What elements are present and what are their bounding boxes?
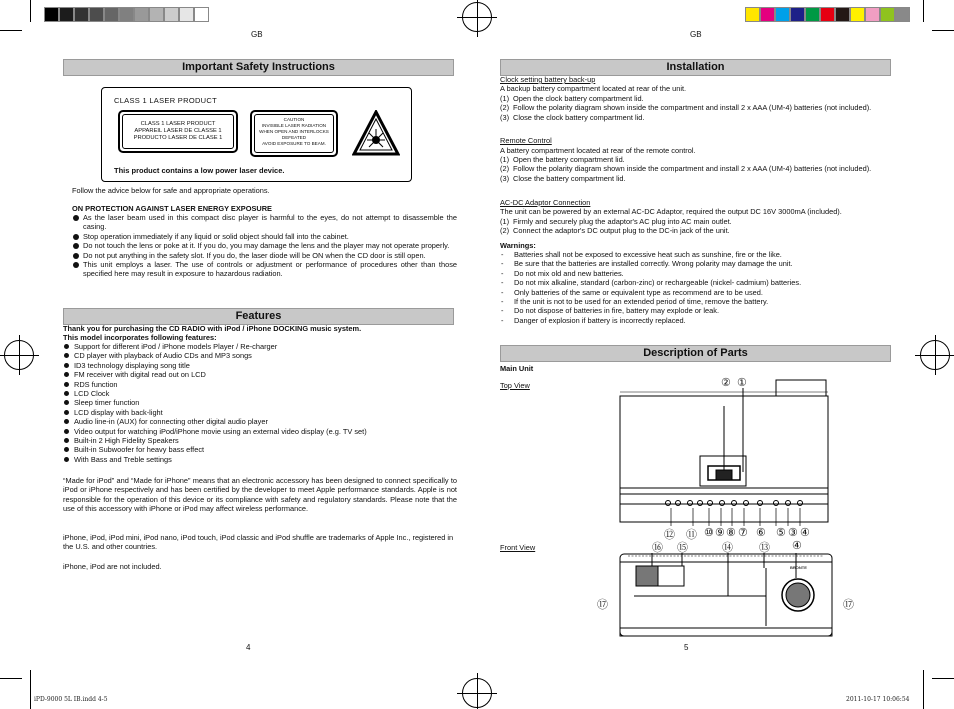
step-number: (3) [500, 173, 510, 183]
list-item: RDS function [63, 380, 458, 389]
callout-number: ③ [788, 527, 799, 539]
callout-2: ② [721, 377, 731, 389]
step-number: (2) [500, 226, 510, 236]
callout-number: ⑥ [756, 527, 767, 539]
callout-number: ⑯ [652, 542, 663, 554]
color-swatch [119, 7, 134, 22]
description-of-parts-heading: Description of Parts [500, 345, 891, 362]
acdc-intro: The unit can be powered by an external AC-DC Adaptor, required the output DC 16V 3000mA (included). [500, 207, 842, 216]
callout-number: ⑩ [704, 527, 715, 539]
step-text: Follow the polarity diagram shown inside the compartment and install 2 x AAA (UM-4) batteries (not included). [513, 164, 872, 174]
list-item: - If the unit is not to be used for an extended period of time, remove the battery. [500, 297, 895, 306]
caution-line: DEFEATED [281, 135, 307, 140]
step-text: Follow the polarity diagram shown inside the compartment and install 2 x AAA (UM-4) batteries (not included). [513, 103, 872, 113]
list-item: Stop operation immediately if any liquid or solid object should fall into the cabinet. [72, 232, 457, 241]
color-swatch [149, 7, 164, 22]
list-item: LCD display with back-light [63, 408, 458, 417]
features-intro: Thank you for purchasing the CD RADIO with iPod / iPhone DOCKING music system. [63, 324, 362, 333]
list-item: - Be sure that the batteries are installed correctly. Wrong polarity may damage the unit. [500, 259, 895, 268]
features-list [63, 342, 458, 464]
list-item: - Do not mix old and new batteries. [500, 269, 895, 278]
callout-number: ⑨ [715, 527, 726, 539]
step-item [500, 164, 895, 173]
page-number-right: 5 [684, 643, 689, 652]
registration-mark-icon [462, 2, 492, 32]
color-swatch [865, 7, 880, 22]
callout-number: ④ [792, 540, 802, 552]
file-info: iPD-9000 5L IB.indd 4-5 [34, 696, 108, 703]
acdc-heading: AC-DC Adaptor Connection [500, 198, 591, 207]
color-swatch [59, 7, 74, 22]
step-item [500, 94, 895, 103]
color-swatch [775, 7, 790, 22]
step-text: Firmly and securely plug the adaptor's AC plug into AC main outlet. [513, 217, 732, 226]
top-view-leader-lines [660, 504, 810, 528]
warnings-list [500, 250, 895, 325]
clock-backup-heading: Clock setting battery back-up [500, 75, 596, 84]
color-swatch [760, 7, 775, 22]
laser-warning-icon [352, 110, 400, 156]
remote-control-heading: Remote Control [500, 136, 552, 145]
caution-line: INVISIBLE LASER RADIATION [261, 123, 327, 128]
callout-number: ⑦ [738, 527, 749, 539]
step-item [500, 103, 895, 112]
remote-control-intro: A battery compartment located at rear of the remote control. [500, 146, 696, 155]
color-swatch [44, 7, 59, 22]
remote-steps [500, 155, 895, 183]
crop-mark [932, 30, 954, 31]
step-item [500, 113, 895, 122]
laser-product-label [101, 87, 412, 182]
color-swatch [179, 7, 194, 22]
list-item: As the laser beam used in this compact disc player is harmful to the eyes, do not attempt to disassemble the casing. [72, 213, 457, 232]
list-item: - Batteries shall not be exposed to excessive heat such as sunshine, fire or the like. [500, 250, 895, 259]
caution-line: WHEN OPEN AND INTERLOCKS [259, 129, 329, 134]
color-swatch [895, 7, 910, 22]
safety-instructions-heading: Important Safety Instructions [63, 59, 454, 76]
class-line: PRODUCTO LASER DE CLASE 1 [133, 135, 223, 141]
installation-heading: Installation [500, 59, 891, 76]
registration-mark-icon [920, 340, 950, 370]
caution-line: CAUTION [283, 117, 305, 122]
step-text: Close the battery compartment lid. [513, 173, 626, 183]
color-swatch [790, 7, 805, 22]
list-item: This unit employs a laser. The use of controls or adjustment or performance of procedures other than those specified here may result in exposure to hazardous radiation. [72, 260, 457, 279]
step-number: (1) [500, 155, 510, 164]
list-item: Built-in 2 High Fidelity Speakers [63, 436, 458, 445]
color-swatch [880, 7, 895, 22]
list-item: - Do not mix alkaline, standard (carbon-zinc) or rechargeable (nickel- cadmium) batteries. [500, 278, 895, 287]
color-swatch [104, 7, 119, 22]
color-swatch [194, 7, 209, 22]
color-swatch [745, 7, 760, 22]
color-swatch [164, 7, 179, 22]
crop-mark [932, 678, 954, 679]
language-code-left: GB [251, 30, 263, 39]
step-item [500, 174, 895, 183]
caution-label [250, 110, 338, 157]
callout-number: ⑭ [722, 542, 733, 554]
laser-label-footer: This product contains a low power laser device. [114, 166, 285, 175]
step-item [500, 217, 895, 226]
callout-number: ⑧ [726, 527, 737, 539]
caution-line: AVOID EXPOSURE TO BEAM. [262, 141, 326, 146]
features-intro-2: This model incorporates following features: [63, 333, 217, 342]
list-item: Audio line-in (AUX) for connecting other digital audio player [63, 417, 458, 426]
callout-17-right: ⑰ [843, 599, 854, 611]
front-view-diagram [600, 548, 840, 640]
warnings-heading: Warnings: [500, 241, 536, 250]
list-item: Sleep timer function [63, 398, 458, 407]
page-number-left: 4 [246, 643, 251, 652]
step-text: Open the battery compartment lid. [513, 155, 625, 164]
class-line: APPAREIL LASER DE CLASSE 1 [134, 128, 222, 134]
crop-mark [923, 0, 924, 22]
list-item: FM receiver with digital read out on LCD [63, 370, 458, 379]
list-item: Do not touch the lens or poke at it. If you do, you may damage the lens and the player may not operate properly. [72, 241, 457, 250]
color-swatch [820, 7, 835, 22]
step-text: Close the clock battery compartment lid. [513, 112, 645, 122]
clock-backup-intro: A backup battery compartment located at rear of the unit. [500, 84, 687, 93]
color-swatch [805, 7, 820, 22]
class-line: CLASS 1 LASER PRODUCT [140, 121, 216, 127]
list-item: - Do not dispose of batteries in fire, battery may explode or leak. [500, 306, 895, 315]
list-item: ID3 technology displaying song title [63, 361, 458, 370]
front-view-label: Front View [500, 543, 536, 552]
callout-number: ⑪ [686, 529, 698, 541]
cmyk-color-bar [745, 7, 910, 22]
callout-number: ⑮ [677, 542, 688, 554]
callout-17-left: ⑰ [597, 599, 608, 611]
step-number: (1) [500, 94, 510, 103]
crop-mark [30, 670, 31, 709]
step-number: (1) [500, 217, 510, 226]
timestamp: 2011-10-17 10:06:54 [846, 696, 910, 703]
features-heading: Features [63, 308, 454, 325]
registration-mark-icon [4, 340, 34, 370]
list-item: Support for different iPod / iPhone models Player / Re-charger [63, 342, 458, 351]
color-swatch [74, 7, 89, 22]
callout-number: ⑤ [776, 527, 787, 539]
list-item: Do not put anything in the safety slot. If you do, the laser diode will be ON when the CD door is still open. [72, 251, 457, 260]
color-swatch [134, 7, 149, 22]
laser-label-title: CLASS 1 LASER PRODUCT [114, 96, 217, 105]
step-item [500, 155, 895, 164]
crop-mark [0, 678, 22, 679]
protection-list [72, 213, 457, 279]
color-swatch [850, 7, 865, 22]
made-for-ipod-paragraph: “Made for iPod” and “Made for iPhone” means that an electronic accessory has been designed to connect specifically to iPod or iPhone respectively and has been certified by the developer to meet Apple performance standards. Apple is not responsible for the operation of this device or its compliance with safety and regulatory standards. Please note that the use of this accessory with iPhone or iPod may affect wireless performance. [63, 476, 457, 514]
top-view-label: Top View [500, 381, 530, 390]
step-number: (2) [500, 164, 510, 174]
list-item: With Bass and Treble settings [63, 455, 458, 464]
protection-heading: ON PROTECTION AGAINST LASER ENERGY EXPOSURE [72, 204, 272, 213]
list-item: Built-in Subwoofer for heavy bass effect [63, 445, 458, 454]
class-1-laser-label [118, 110, 238, 153]
crop-mark [30, 0, 31, 22]
color-swatch [835, 7, 850, 22]
trademark-paragraph: iPhone, iPod, iPod mini, iPod nano, iPod touch, iPod classic and iPod shuffle are trademarks of Apple Inc., registered in the U.S. and other countries. [63, 533, 454, 552]
list-item: CD player with playback of Audio CDs and MP3 songs [63, 351, 458, 360]
crop-mark [923, 670, 924, 709]
step-text: Open the clock battery compartment lid. [513, 94, 644, 103]
step-text: Connect the adaptor's DC output plug to the DC-in jack of the unit. [513, 226, 730, 236]
callout-number: ⑫ [664, 529, 676, 541]
gray-color-bar [44, 7, 209, 22]
callout-number: ④ [800, 527, 811, 539]
list-item: - Only batteries of the same or equivalent type as recommend are to be used. [500, 288, 895, 297]
list-item: Video output for watching iPod/iPhone movie using an external video display (e.g. TV set) [63, 427, 458, 436]
language-code-right: GB [690, 30, 702, 39]
callout-1: ① [737, 377, 747, 389]
not-included-note: iPhone, iPod are not included. [63, 562, 162, 571]
main-unit-label: Main Unit [500, 364, 534, 373]
step-number: (3) [500, 112, 510, 122]
advice-text: Follow the advice below for safe and appropriate operations. [72, 186, 270, 195]
acdc-steps [500, 217, 895, 236]
list-item: LCD Clock [63, 389, 458, 398]
step-number: (2) [500, 103, 510, 113]
brand-logo: BRONTE [790, 565, 807, 570]
step-item [500, 226, 895, 235]
crop-mark [0, 30, 22, 31]
callout-number: ⑬ [759, 542, 770, 554]
clock-steps [500, 94, 895, 122]
color-swatch [89, 7, 104, 22]
registration-mark-icon [462, 678, 492, 708]
list-item: - Danger of explosion if battery is incorrectly replaced. [500, 316, 895, 325]
